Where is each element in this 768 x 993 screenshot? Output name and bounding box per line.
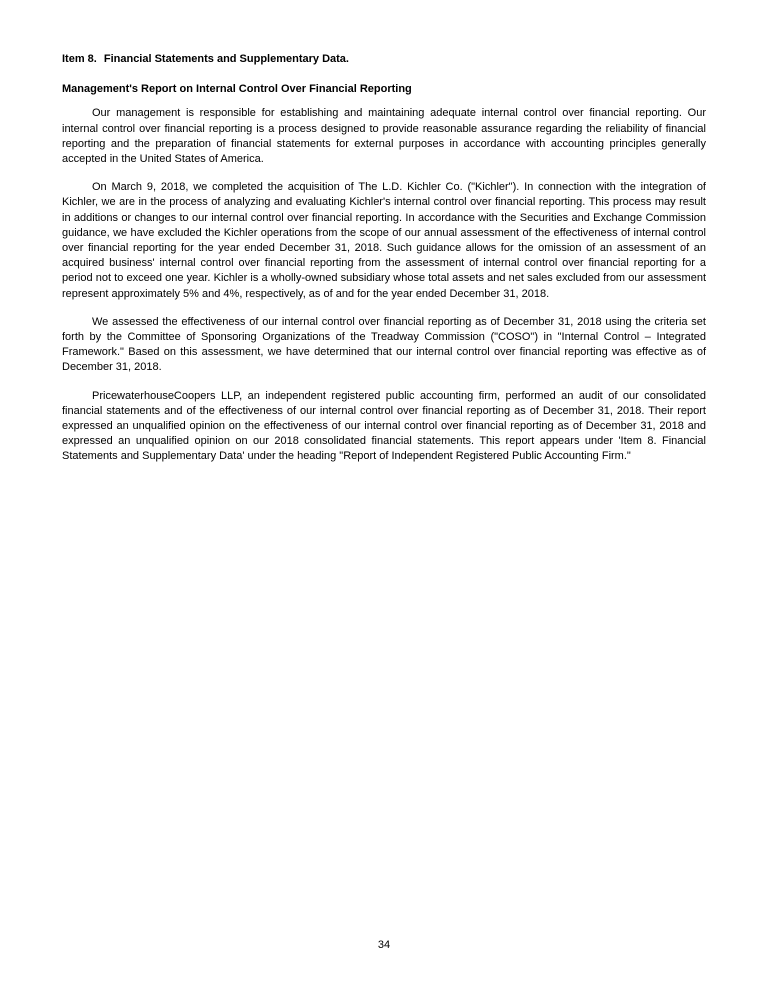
section-heading: Management's Report on Internal Control Over Financial Reporting — [62, 83, 412, 96]
paragraph-kichler-acquisition: On March 9, 2018, we completed the acquisition of The L.D. Kichler Co. ("Kichler"). In connection with the integration of Kichler, we are in the process of analyzing and evaluating Kichler's internal control over financial reporting. This process may result in additions or changes to our internal control over financial reporting. In accordance with the Securities and Exchange Commission guidance, we have excluded the Kichler operations from the scope of our annual assessment of the effectiveness of internal control over financial reporting for the year ended December 31, 2018. Such guidance allows for the omission of an assessment of an acquired business' internal control over financial reporting from the assessment of internal control over financial reporting for a period not to exceed one year. Kichler is a wholly-owned subsidiary whose total assets and net sales excluded from our assessment represent approximately 5% and 4%, respectively, as of and for the year ended December 31, 2018. — [62, 181, 706, 300]
item-heading — [62, 52, 706, 67]
item-heading-label: Item 8. — [62, 53, 97, 65]
item-heading-title: Financial Statements and Supplementary Data. — [103, 53, 349, 65]
page-content — [62, 52, 706, 478]
page-number: 34 — [377, 939, 391, 951]
paragraph-auditor-report: PricewaterhouseCoopers LLP, an independent registered public accounting firm, performed an audit of our consolidated financial statements and of the effectiveness of our internal control over financial reporting as of December 31, 2018. Their report expressed an unqualified opinion on the effectiveness of our internal control over financial reporting as of December 31, 2018 and expressed an unqualified opinion on our 2018 consolidated financial statements. This report appears under 'Item 8. Financial Statements and Supplementary Data' under the heading "Report of Independent Registered Public Accounting Firm." — [62, 389, 706, 463]
paragraph-coso-assessment: We assessed the effectiveness of our internal control over financial reporting as of December 31, 2018 using the criteria set forth by the Committee of Sponsoring Organizations of the Treadway Commission ("COSO") in "Internal Control – Integrated Framework." Based on this assessment, we have determined that our internal control over financial reporting was effective as of December 31, 2018. — [62, 315, 706, 374]
paragraph-management-responsibility: Our management is responsible for establishing and maintaining adequate internal control over financial reporting. Our internal control over financial reporting is a process designed to provide reasonable assurance regarding the reliability of financial reporting and the preparation of financial statements for external purposes in accordance with accounting principles generally accepted in the United States of America. — [62, 107, 706, 166]
